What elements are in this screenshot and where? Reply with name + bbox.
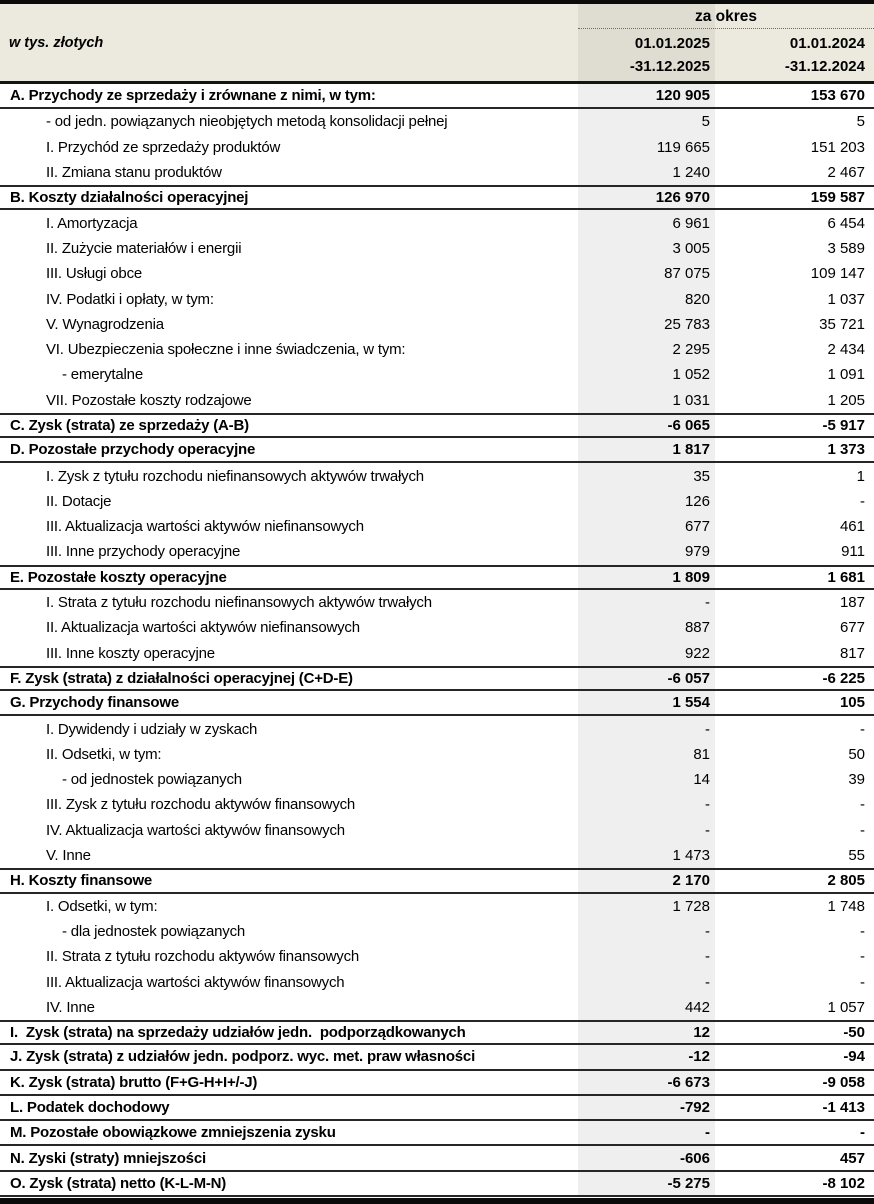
table-row (0, 337, 874, 362)
row-label: I. Strata z tytułu rozchodu niefinansowych aktywów trwałych (46, 594, 432, 612)
row-label: B. Koszty działalności operacyjnej (10, 189, 249, 207)
value-2025: 887 (578, 615, 715, 640)
row-label: III. Zysk z tytułu rozchodu aktywów finansowych (46, 796, 356, 814)
value-2024: -5 917 (822, 417, 865, 434)
value-2024: 677 (839, 619, 865, 637)
value-2025: - (578, 969, 715, 994)
row-label: M. Pozostałe obowiązkowe zmniejszenia zysku (10, 1124, 336, 1142)
row-label: II. Aktualizacja wartości aktywów niefinansowych (46, 619, 360, 637)
period-label: za okres (578, 4, 874, 29)
table-row (0, 109, 874, 134)
value-2025: 1 809 (578, 567, 715, 588)
row-label: VII. Pozostałe koszty rodzajowe (46, 391, 252, 409)
table-row (0, 818, 874, 843)
row-label: E. Pozostałe koszty operacyjne (10, 568, 227, 586)
value-2025: 87 075 (578, 261, 715, 286)
value-2024: 50 (848, 745, 865, 763)
row-label: C. Zysk (strata) ze sprzedaży (A-B) (10, 417, 249, 434)
table-row (0, 995, 874, 1020)
table-row (0, 1071, 874, 1096)
table-row (0, 742, 874, 767)
row-label: J. Zysk (strata) z udziałów jedn. podporz. wyc. met. praw własności (10, 1048, 476, 1066)
value-2025: -6 057 (578, 668, 715, 689)
row-label: A. Przychody ze sprzedaży i zrównane z nimi, w tym: (10, 87, 376, 105)
table-row (0, 944, 874, 969)
value-2025: 2 295 (578, 337, 715, 362)
row-label: F. Zysk (strata) z działalności operacyjnej (C+D-E) (10, 669, 353, 687)
period-2024-end: -31.12.2024 (784, 58, 865, 75)
value-2024: - (860, 948, 865, 966)
value-2024: 1 373 (827, 441, 865, 459)
row-label: - od jednostek powiązanych (62, 771, 242, 789)
value-2024: 2 434 (827, 341, 865, 359)
row-label: H. Koszty finansowe (10, 872, 153, 890)
value-2024: 1 (856, 467, 865, 485)
row-label: III. Usługi obce (46, 265, 143, 283)
row-label: IV. Inne (46, 998, 95, 1016)
row-label: II. Dotacje (46, 492, 112, 510)
value-2024: 1 205 (827, 391, 865, 409)
row-label: I. Amortyzacja (46, 214, 138, 232)
value-2024: 2 467 (827, 164, 865, 182)
value-2024: 817 (839, 644, 865, 662)
table-row (0, 185, 874, 210)
table-row (0, 84, 874, 109)
value-2024: -8 102 (822, 1174, 865, 1192)
table-row (0, 438, 874, 463)
value-2024: 159 587 (810, 189, 865, 207)
row-label: K. Zysk (strata) brutto (F+G-H+I+/-J) (10, 1073, 258, 1091)
value-2024: - (860, 973, 865, 991)
table-row (0, 463, 874, 488)
value-2024: 1 037 (827, 290, 865, 308)
period-2025-end: -31.12.2025 (629, 58, 710, 75)
value-2024: 55 (848, 847, 865, 865)
value-2024: 109 147 (810, 265, 865, 283)
value-2025: 81 (578, 742, 715, 767)
table-body (0, 84, 874, 1198)
value-2025: 820 (578, 286, 715, 311)
row-label: G. Przychody finansowe (10, 694, 179, 712)
value-2025: - (578, 1121, 715, 1144)
period-2025 (578, 29, 715, 81)
row-label: - od jedn. powiązanych nieobjętych metodą konsolidacji pełnej (46, 113, 448, 131)
value-2025: 119 665 (578, 135, 715, 160)
value-2025: 14 (578, 767, 715, 792)
value-2024: 3 589 (827, 239, 865, 257)
value-2024: - (860, 922, 865, 940)
row-label: III. Aktualizacja wartości aktywów niefinansowych (46, 518, 364, 536)
table-row (0, 792, 874, 817)
value-2024: 6 454 (827, 214, 865, 232)
value-2025: 979 (578, 539, 715, 564)
row-label: I. Przychód ze sprzedaży produktów (46, 138, 281, 156)
table-row (0, 767, 874, 792)
value-2025: -12 (578, 1045, 715, 1068)
value-2024: 151 203 (810, 138, 865, 156)
table-row (0, 843, 874, 868)
table-row (0, 1020, 874, 1045)
value-2025: - (578, 590, 715, 615)
row-label: - dla jednostek powiązanych (62, 922, 246, 940)
value-2025: 1 817 (578, 438, 715, 461)
row-label: II. Strata z tytułu rozchodu aktywów finansowych (46, 948, 360, 966)
row-label: III. Inne koszty operacyjne (46, 644, 215, 662)
value-2024: 911 (841, 543, 865, 561)
value-2024: 39 (848, 771, 865, 789)
value-2024: 5 (856, 113, 865, 131)
value-2024: 1 091 (827, 366, 865, 384)
value-2025: - (578, 716, 715, 741)
row-label: I. Zysk (strata) na sprzedaży udziałów jedn. podporządkowanych (10, 1024, 466, 1042)
value-2024: 153 670 (810, 87, 865, 105)
row-label: III. Inne przychody operacyjne (46, 543, 241, 561)
value-2025: 35 (578, 463, 715, 488)
value-2025: 5 (578, 109, 715, 134)
table-row (0, 894, 874, 919)
table-row (0, 210, 874, 235)
table-row (0, 286, 874, 311)
row-label: V. Inne (46, 847, 91, 865)
row-label: I. Dywidendy i udziały w zyskach (46, 720, 258, 738)
row-label: N. Zyski (straty) mniejszości (10, 1149, 206, 1167)
value-2025: 677 (578, 514, 715, 539)
table-row (0, 539, 874, 564)
row-label: V. Wynagrodzenia (46, 315, 164, 333)
value-2024: 105 (839, 694, 865, 712)
value-2025: -606 (578, 1146, 715, 1169)
table-row (0, 1146, 874, 1171)
row-label: II. Zmiana stanu produktów (46, 164, 222, 182)
period-2024-start: 01.01.2024 (789, 35, 865, 52)
value-2025: - (578, 919, 715, 944)
table-row (0, 261, 874, 286)
table-row (0, 413, 874, 438)
value-2025: 1 031 (578, 388, 715, 413)
value-2025: 6 961 (578, 210, 715, 235)
value-2024: - (860, 796, 865, 814)
table-row (0, 641, 874, 666)
value-2025: 126 970 (578, 187, 715, 208)
value-2025: - (578, 944, 715, 969)
value-2024: - (860, 1124, 865, 1142)
table-row (0, 312, 874, 337)
value-2025: - (578, 792, 715, 817)
period-2025-start: 01.01.2025 (634, 35, 710, 52)
table-row (0, 160, 874, 185)
value-2025: 1 473 (578, 843, 715, 868)
value-2024: -1 413 (822, 1099, 865, 1117)
value-2024: 457 (839, 1149, 865, 1167)
row-label: IV. Aktualizacja wartości aktywów finansowych (46, 821, 345, 839)
table-row (0, 590, 874, 615)
period-header (578, 4, 874, 81)
table-header (0, 4, 874, 84)
period-dates (578, 29, 874, 81)
row-label: II. Zużycie materiałów i energii (46, 239, 242, 257)
table-row (0, 1121, 874, 1146)
value-2024: -9 058 (822, 1073, 865, 1091)
value-2024: - (860, 492, 865, 510)
value-2024: 1 681 (827, 568, 865, 586)
value-2025: 2 170 (578, 870, 715, 891)
row-label: O. Zysk (strata) netto (K-L-M-N) (10, 1174, 227, 1192)
value-2025: 922 (578, 641, 715, 666)
table-row (0, 1045, 874, 1070)
value-2025: 120 905 (578, 84, 715, 107)
table-row (0, 362, 874, 387)
row-label: II. Odsetki, w tym: (46, 745, 162, 763)
value-2025: -5 275 (578, 1172, 715, 1195)
value-2024: 461 (839, 518, 865, 536)
row-label: I. Zysk z tytułu rozchodu niefinansowych aktywów trwałych (46, 467, 424, 485)
value-2025: 442 (578, 995, 715, 1020)
value-2024: - (860, 720, 865, 738)
value-2025: 1 052 (578, 362, 715, 387)
value-2024: 35 721 (819, 315, 865, 333)
table-row (0, 236, 874, 261)
row-label: I. Odsetki, w tym: (46, 897, 158, 915)
value-2025: 25 783 (578, 312, 715, 337)
value-2024: 1 748 (827, 897, 865, 915)
value-2025: 1 240 (578, 160, 715, 185)
table-row (0, 666, 874, 691)
row-label: L. Podatek dochodowy (10, 1099, 170, 1117)
value-2024: 2 805 (827, 872, 865, 890)
table-row (0, 615, 874, 640)
table-row (0, 919, 874, 944)
table-row (0, 691, 874, 716)
table-row (0, 716, 874, 741)
row-label: III. Aktualizacja wartości aktywów finansowych (46, 973, 345, 991)
table-row (0, 489, 874, 514)
table-row (0, 1096, 874, 1121)
value-2024: 187 (839, 594, 865, 612)
value-2025: 126 (578, 489, 715, 514)
value-2025: -6 065 (578, 415, 715, 436)
row-label: VI. Ubezpieczenia społeczne i inne świadczenia, w tym: (46, 341, 406, 359)
table-row (0, 565, 874, 590)
row-label: - emerytalne (62, 366, 143, 384)
value-2025: -6 673 (578, 1071, 715, 1094)
value-2025: 1 554 (578, 691, 715, 714)
unit-label: w tys. złotych (9, 34, 104, 51)
value-2024: - (860, 821, 865, 839)
value-2024: -6 225 (822, 669, 865, 687)
table-row (0, 514, 874, 539)
row-label: D. Pozostałe przychody operacyjne (10, 441, 256, 459)
period-2024 (715, 29, 874, 81)
value-2025: - (578, 818, 715, 843)
table-row (0, 388, 874, 413)
value-2024: 1 057 (827, 998, 865, 1016)
value-2025: 1 728 (578, 894, 715, 919)
row-label: IV. Podatki i opłaty, w tym: (46, 290, 214, 308)
value-2025: 12 (578, 1022, 715, 1043)
value-2024: -50 (843, 1024, 865, 1042)
value-2025: 3 005 (578, 236, 715, 261)
table-row (0, 1172, 874, 1197)
value-2024: -94 (843, 1048, 865, 1066)
table-row (0, 135, 874, 160)
value-2025: -792 (578, 1096, 715, 1119)
table-row (0, 969, 874, 994)
table-row (0, 868, 874, 893)
